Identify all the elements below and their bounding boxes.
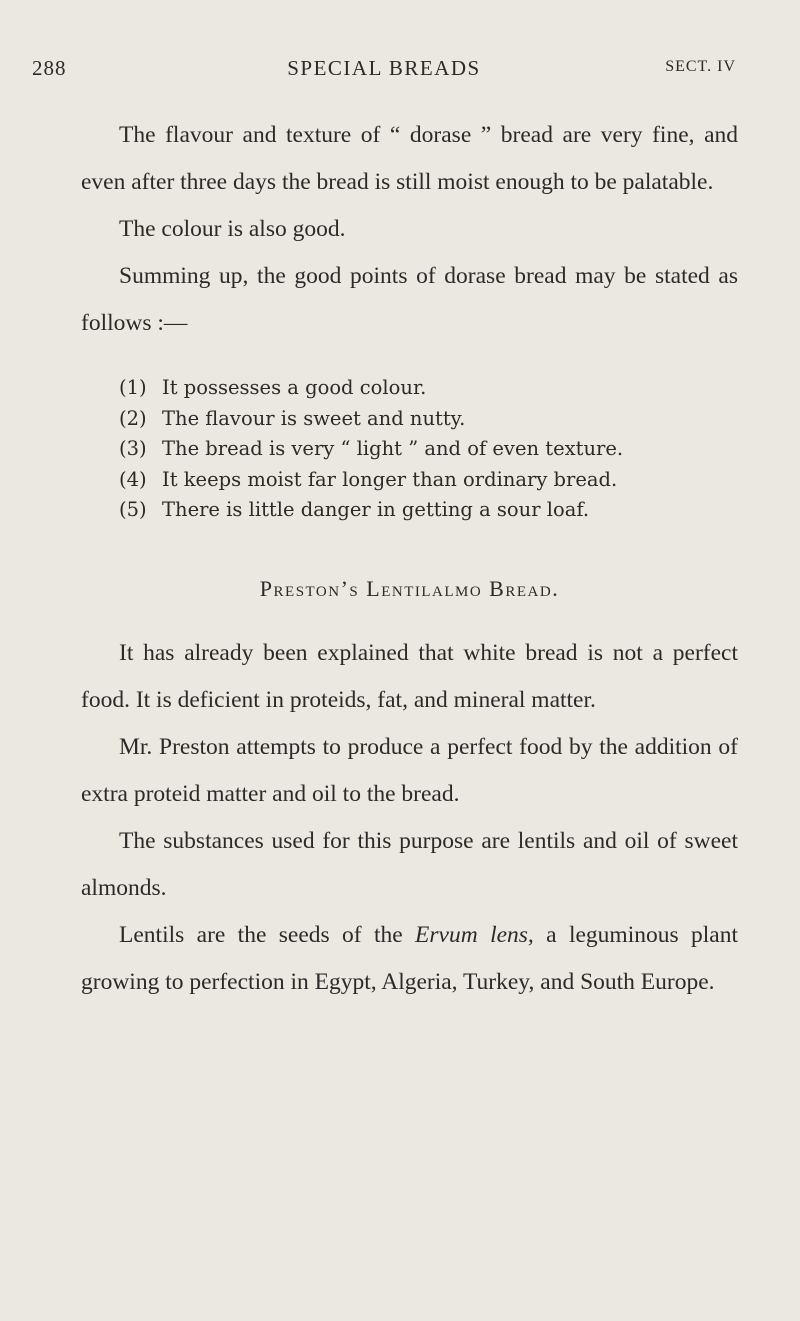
page-body [81,112,738,1006]
list-number: (3) [119,437,147,460]
paragraph: Summing up, the good points of dorase bread may be stated as follows :— [81,263,738,336]
list-number: (5) [119,498,147,521]
paragraph-text: a leguminous plant growing to perfection in Egypt, Algeria, Turkey, and South Europe. [81,921,738,995]
list-number: (2) [119,406,147,430]
list-text: There is little danger in getting a sour loaf. [162,498,590,521]
paragraph: The colour is also good. [119,216,346,242]
list-number: (1) [119,376,147,399]
section-label: SECT. IV [665,58,736,75]
list-item [119,434,738,465]
list-text: It keeps moist far longer than ordinary bread. [162,467,618,491]
numbered-list [81,373,738,526]
running-title: SPECIAL BREADS [287,56,481,80]
paragraph: It has already been explained that white bread is not a perfect food. It is deficient in proteids, fat, and mineral matter. [81,639,738,713]
section-heading: Preston’s Lentilalmo Bread. [259,575,560,601]
paragraph-text: Lentils are the seeds of the [119,921,416,948]
list-number: (4) [119,467,147,491]
species-name: Ervum lens, [415,921,534,948]
list-item [119,495,738,526]
paragraph [81,912,738,1006]
paragraph: The flavour and texture of “ dorase ” bread are very fine, and even after three days the bread is still moist enough to be palatable. [81,122,738,195]
list-text: It possesses a good colour. [162,376,427,399]
list-item [119,373,738,404]
list-item [119,404,738,435]
running-header [32,56,736,86]
list-item [119,465,738,496]
list-text: The bread is very “ light ” and of even texture. [162,437,624,460]
paragraph: Mr. Preston attempts to produce a perfect food by the addition of extra proteid matter and oil to the bread. [81,733,738,807]
paragraph: The substances used for this purpose are lentils and oil of sweet almonds. [81,827,738,901]
page-number: 288 [32,56,67,80]
list-text: The flavour is sweet and nutty. [162,406,466,430]
